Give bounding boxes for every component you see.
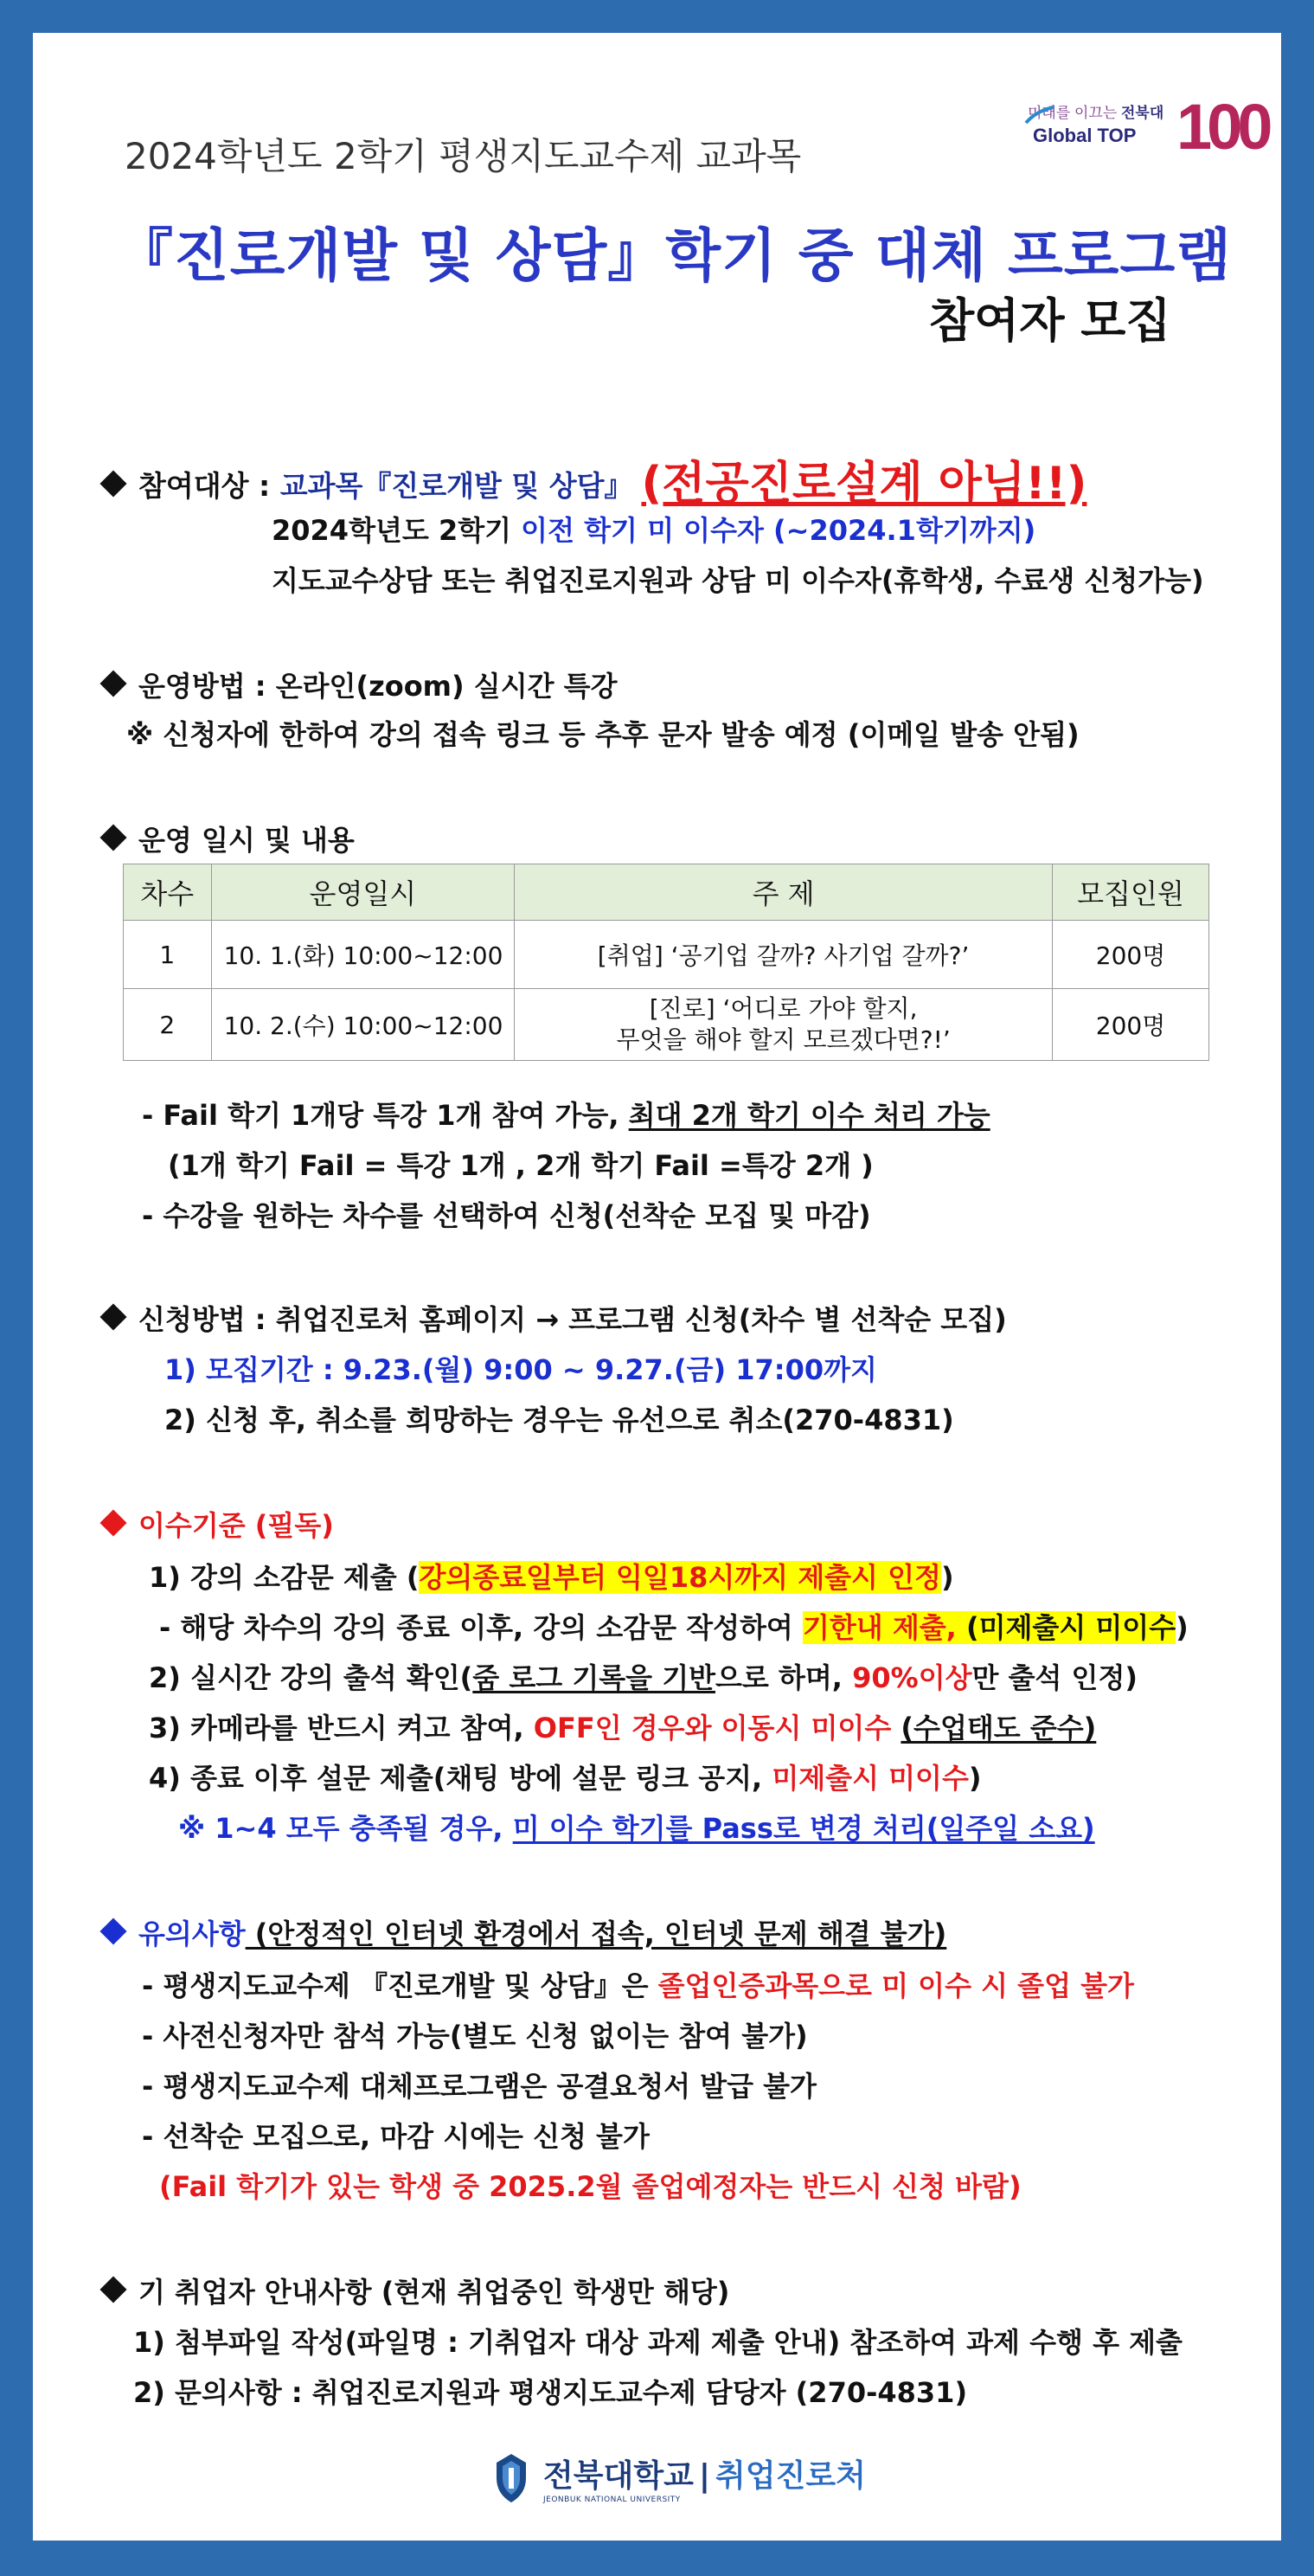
schedule-note-3: - 수강을 원하는 차수를 선택하여 신청(선착순 모집 및 마감) [142, 1199, 871, 1232]
employed-2: 2) 문의사항 : 취업진로지원과 평생지도교수제 담당자 (270-4831) [133, 2376, 968, 2409]
diamond-bullet-icon [99, 1303, 126, 1330]
criteria-line: 이수기준 (필독) [104, 1504, 334, 1544]
table-row [124, 989, 1209, 1061]
logo-100-text: 100 [1176, 91, 1268, 163]
diamond-bullet-icon [99, 1509, 126, 1536]
diamond-bullet-icon [99, 2276, 126, 2303]
diamond-bullet-icon [99, 470, 126, 497]
apply-period: 1) 모집기간 : 9.23.(월) 9:00 ~ 9.27.(금) 17:00까지 [164, 1353, 877, 1386]
target-label: 참여대상 : [138, 469, 280, 503]
schedule-note-1: - Fail 학기 1개당 특강 1개 참여 가능, 최대 2개 학기 이수 처리 가능 [142, 1099, 990, 1132]
table-cell: 10. 1.(화) 10:00~12:00 [211, 921, 515, 989]
criteria-5: ※ 1~4 모두 충족될 경우, 미 이수 학기를 Pass로 변경 처리(일주일 소요) [178, 1812, 1095, 1845]
caution-line: 유의사항 (안정적인 인터넷 환경에서 접속, 인터넷 문제 해결 불가) [104, 1912, 946, 1952]
table-cell: [진로] ‘어디로 가야 할지, 무엇을 해야 할지 모르겠다면?!’ [515, 989, 1053, 1061]
footer-text [543, 2451, 866, 2504]
criteria-1: 1) 강의 소감문 제출 (강의종료일부터 익일18시까지 제출시 인정) [149, 1561, 954, 1594]
table-cell: 10. 2.(수) 10:00~12:00 [211, 989, 515, 1061]
university-emblem-icon [491, 2452, 531, 2504]
diamond-bullet-icon [99, 824, 126, 851]
table-header-row [124, 864, 1209, 921]
table-cell: 200명 [1053, 921, 1209, 989]
caution-1: - 평생지도교수제 『진로개발 및 상담』은 졸업인증과목으로 미 이수 시 졸업 불가 [142, 1969, 1134, 2002]
employed-line: 기 취업자 안내사항 (현재 취업중인 학생만 해당) [104, 2271, 729, 2310]
table-row [124, 921, 1209, 989]
target-line-2: 지도교수상담 또는 취업진로지원과 상담 미 이수자(휴학생, 수료생 신청가능) [272, 564, 1204, 597]
caution-5: (Fail 학기가 있는 학생 중 2025.2월 졸업예정자는 반드시 신청 바람) [159, 2170, 1022, 2203]
footer-sep: | [698, 2458, 711, 2494]
caution-4: - 선착순 모집으로, 마감 시에는 신청 불가 [142, 2120, 650, 2153]
criteria-2: 2) 실시간 강의 출석 확인(줌 로그 기록을 기반으로 하며, 90%이상만 출석 인정) [149, 1661, 1138, 1694]
logo-small-text: 미래를 이끄는 전북대 [1028, 105, 1164, 121]
target-course: 교과목『진로개발 및 상담』 [279, 469, 633, 503]
table-header-cell: 차수 [124, 864, 212, 921]
logo-global-text: Global TOP [1033, 125, 1137, 146]
schedule-note-2: (1개 학기 Fail = 특강 1개 , 2개 학기 Fail =특강 2개 ) [168, 1149, 874, 1182]
global-top-100-logo [1019, 85, 1313, 163]
apply-line: 신청방법 : 취업진로처 홈페이지 → 프로그램 신청(차수 별 선착순 모집) [104, 1298, 1007, 1338]
target-warning: (전공진로설계 아님!!) [641, 458, 1087, 510]
employed-1: 1) 첨부파일 작성(파일명 : 기취업자 대상 과제 제출 안내) 참조하여 과제 수행 후 제출 [133, 2326, 1183, 2359]
target-line [104, 446, 1086, 511]
table-cell: [취업] ‘공기업 갈까? 사기업 갈까?’ [515, 921, 1053, 989]
table-header-cell: 운영일시 [211, 864, 515, 921]
footer-logo [491, 2451, 866, 2504]
criteria-3: 3) 카메라를 반드시 켜고 참여, OFF인 경우와 이동시 미이수 (수업태도 준수) [149, 1712, 1097, 1744]
diamond-bullet-icon [99, 1918, 126, 1944]
schedule-label-line: 운영 일시 및 내용 [104, 819, 355, 858]
method-line: 운영방법 : 온라인(zoom) 실시간 특강 [104, 665, 618, 704]
footer-eng: JEONBUK NATIONAL UNIVERSITY [543, 2496, 681, 2504]
table-cell: 200명 [1053, 989, 1209, 1061]
target-line-1: 2024학년도 2학기 이전 학기 미 이수자 (~2024.1학기까지) [272, 514, 1036, 547]
page-title: 『진로개발 및 상담』학기 중 대체 프로그램 [116, 222, 1232, 289]
table-cell: 2 [124, 989, 212, 1061]
table-cell: 1 [124, 921, 212, 989]
schedule-table [123, 864, 1209, 1061]
footer-univ: 전북대학교 [543, 2458, 694, 2494]
caution-3: - 평생지도교수제 대체프로그램은 공결요청서 발급 불가 [142, 2070, 817, 2103]
caution-2: - 사전신청자만 참석 가능(별도 신청 없이는 참여 불가) [142, 2020, 808, 2052]
page-title-2: 참여자 모집 [929, 293, 1171, 348]
table-header-cell: 모집인원 [1053, 864, 1209, 921]
apply-cancel: 2) 신청 후, 취소를 희망하는 경우는 유선으로 취소(270-4831) [164, 1404, 954, 1436]
method-note: ※ 신청자에 한하여 강의 접속 링크 등 추후 문자 발송 예정 (이메일 발송 안됨) [126, 718, 1080, 751]
header-subtitle: 2024학년도 2학기 평생지도교수제 교과목 [125, 135, 802, 177]
diamond-bullet-icon [99, 670, 126, 697]
footer-dept: 취업진로처 [715, 2458, 866, 2494]
table-header-cell: 주 제 [515, 864, 1053, 921]
criteria-4: 4) 종료 이후 설문 제출(채팅 방에 설문 링크 공지, 미제출시 미이수) [149, 1762, 982, 1795]
criteria-1-sub: - 해당 차수의 강의 종료 이후, 강의 소감문 작성하여 기한내 제출, (미제출시 미이수) [159, 1611, 1189, 1644]
poster [33, 33, 1281, 2541]
